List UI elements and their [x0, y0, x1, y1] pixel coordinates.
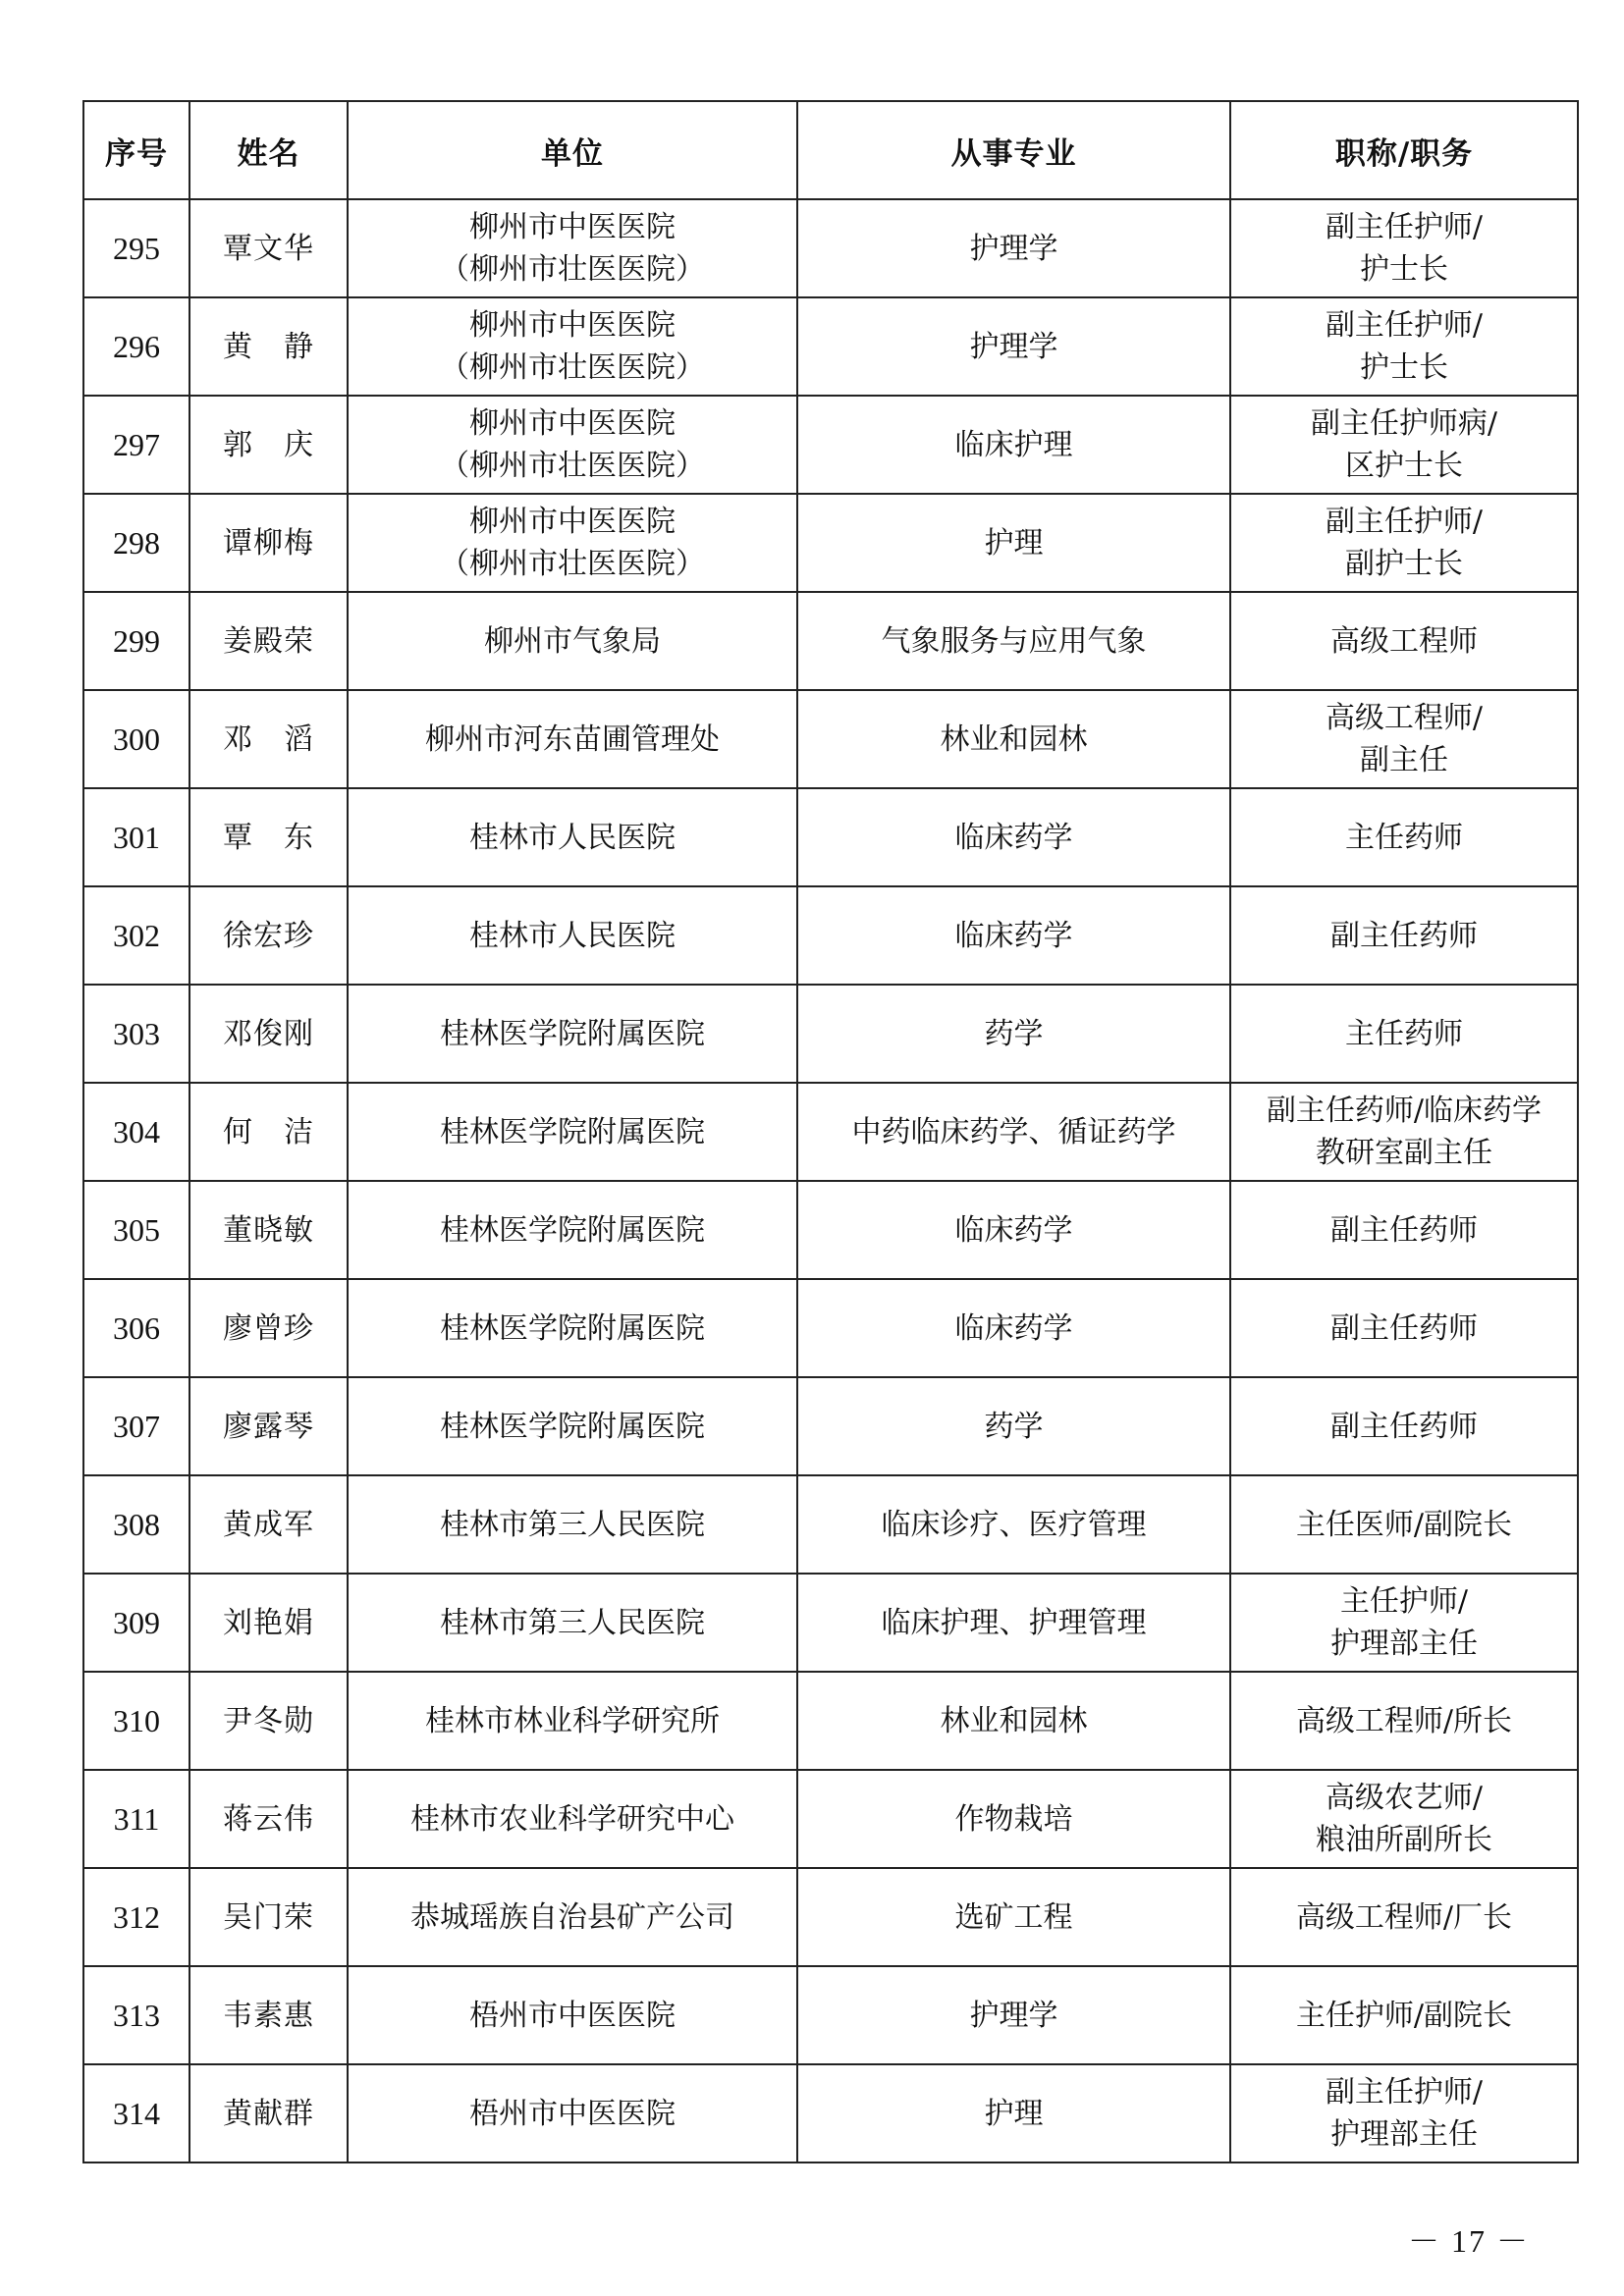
- cell-serial-number: 303: [83, 985, 189, 1083]
- cell-serial-number: 305: [83, 1181, 189, 1279]
- table-row: [83, 1279, 1578, 1377]
- table-row: [83, 1475, 1578, 1574]
- cell-specialty: 中药临床药学、循证药学: [797, 1083, 1230, 1181]
- header-unit: 单位: [348, 101, 797, 199]
- table-row: [83, 1770, 1578, 1868]
- roster-table: [82, 100, 1579, 2163]
- table-row: [83, 1868, 1578, 1966]
- cell-title-position: 高级工程师: [1230, 592, 1578, 690]
- cell-specialty: 护理: [797, 494, 1230, 592]
- cell-name: 徐宏珍: [189, 886, 348, 985]
- page-number: － 17 －: [1407, 2223, 1530, 2259]
- cell-unit: 桂林市人民医院: [348, 788, 797, 886]
- cell-specialty: 药学: [797, 985, 1230, 1083]
- cell-serial-number: 314: [83, 2064, 189, 2163]
- cell-title-position: 主任护师/副院长: [1230, 1966, 1578, 2064]
- table-row: [83, 1966, 1578, 2064]
- cell-name: 廖露琴: [189, 1377, 348, 1475]
- cell-serial-number: 298: [83, 494, 189, 592]
- header-serial-number: 序号: [83, 101, 189, 199]
- table-row: [83, 199, 1578, 297]
- cell-name: 蒋云伟: [189, 1770, 348, 1868]
- cell-specialty: 临床药学: [797, 1181, 1230, 1279]
- header-title-position: 职称/职务: [1230, 101, 1578, 199]
- cell-specialty: 作物栽培: [797, 1770, 1230, 1868]
- cell-title-position: 副主任护师/ 护理部主任: [1230, 2064, 1578, 2163]
- cell-name: 刘艳娟: [189, 1574, 348, 1672]
- table-body: [83, 199, 1578, 2163]
- cell-serial-number: 309: [83, 1574, 189, 1672]
- cell-serial-number: 304: [83, 1083, 189, 1181]
- cell-serial-number: 296: [83, 297, 189, 396]
- cell-serial-number: 295: [83, 199, 189, 297]
- cell-unit: 柳州市中医医院 （柳州市壮医医院）: [348, 199, 797, 297]
- cell-specialty: 临床药学: [797, 788, 1230, 886]
- cell-specialty: 护理学: [797, 297, 1230, 396]
- table-row: [83, 494, 1578, 592]
- cell-unit: 桂林医学院附属医院: [348, 1083, 797, 1181]
- cell-name: 黄献群: [189, 2064, 348, 2163]
- table-row: [83, 1672, 1578, 1770]
- cell-specialty: 临床药学: [797, 886, 1230, 985]
- cell-title-position: 副主任护师/ 护士长: [1230, 199, 1578, 297]
- cell-title-position: 副主任护师病/ 区护士长: [1230, 396, 1578, 494]
- cell-unit: 柳州市气象局: [348, 592, 797, 690]
- cell-name: 黄 静: [189, 297, 348, 396]
- table-row: [83, 690, 1578, 788]
- table-row: [83, 985, 1578, 1083]
- header-specialty: 从事专业: [797, 101, 1230, 199]
- table-row: [83, 1377, 1578, 1475]
- cell-unit: 桂林市林业科学研究所: [348, 1672, 797, 1770]
- cell-unit: 桂林医学院附属医院: [348, 1181, 797, 1279]
- cell-name: 覃 东: [189, 788, 348, 886]
- cell-specialty: 林业和园林: [797, 690, 1230, 788]
- table-row: [83, 592, 1578, 690]
- cell-name: 邓俊刚: [189, 985, 348, 1083]
- cell-specialty: 药学: [797, 1377, 1230, 1475]
- cell-name: 覃文华: [189, 199, 348, 297]
- cell-specialty: 林业和园林: [797, 1672, 1230, 1770]
- cell-title-position: 高级工程师/所长: [1230, 1672, 1578, 1770]
- cell-specialty: 临床护理、护理管理: [797, 1574, 1230, 1672]
- cell-title-position: 主任医师/副院长: [1230, 1475, 1578, 1574]
- cell-unit: 桂林市第三人民医院: [348, 1574, 797, 1672]
- cell-name: 董晓敏: [189, 1181, 348, 1279]
- cell-specialty: 护理: [797, 2064, 1230, 2163]
- cell-unit: 梧州市中医医院: [348, 1966, 797, 2064]
- cell-title-position: 高级工程师/厂长: [1230, 1868, 1578, 1966]
- cell-specialty: 临床药学: [797, 1279, 1230, 1377]
- roster-table-container: [82, 100, 1577, 2163]
- cell-unit: 柳州市河东苗圃管理处: [348, 690, 797, 788]
- cell-unit: 柳州市中医医院 （柳州市壮医医院）: [348, 297, 797, 396]
- cell-title-position: 副主任药师: [1230, 886, 1578, 985]
- cell-title-position: 高级农艺师/ 粮油所副所长: [1230, 1770, 1578, 1868]
- table-row: [83, 1181, 1578, 1279]
- cell-unit: 桂林市农业科学研究中心: [348, 1770, 797, 1868]
- cell-name: 吴门荣: [189, 1868, 348, 1966]
- cell-name: 韦素惠: [189, 1966, 348, 2064]
- cell-serial-number: 306: [83, 1279, 189, 1377]
- cell-title-position: 主任护师/ 护理部主任: [1230, 1574, 1578, 1672]
- cell-name: 郭 庆: [189, 396, 348, 494]
- cell-serial-number: 310: [83, 1672, 189, 1770]
- cell-title-position: 副主任药师/临床药学 教研室副主任: [1230, 1083, 1578, 1181]
- cell-serial-number: 311: [83, 1770, 189, 1868]
- header-row: [83, 101, 1578, 199]
- cell-unit: 桂林医学院附属医院: [348, 1279, 797, 1377]
- table-row: [83, 886, 1578, 985]
- cell-specialty: 护理学: [797, 199, 1230, 297]
- cell-title-position: 主任药师: [1230, 788, 1578, 886]
- table-row: [83, 396, 1578, 494]
- cell-unit: 柳州市中医医院 （柳州市壮医医院）: [348, 494, 797, 592]
- cell-title-position: 副主任护师/ 护士长: [1230, 297, 1578, 396]
- cell-serial-number: 302: [83, 886, 189, 985]
- cell-specialty: 临床诊疗、医疗管理: [797, 1475, 1230, 1574]
- cell-name: 廖曾珍: [189, 1279, 348, 1377]
- cell-specialty: 护理学: [797, 1966, 1230, 2064]
- cell-unit: 恭城瑶族自治县矿产公司: [348, 1868, 797, 1966]
- cell-serial-number: 313: [83, 1966, 189, 2064]
- cell-serial-number: 308: [83, 1475, 189, 1574]
- cell-serial-number: 312: [83, 1868, 189, 1966]
- cell-title-position: 高级工程师/ 副主任: [1230, 690, 1578, 788]
- table-header: [83, 101, 1578, 199]
- cell-name: 尹冬勋: [189, 1672, 348, 1770]
- cell-title-position: 主任药师: [1230, 985, 1578, 1083]
- cell-serial-number: 299: [83, 592, 189, 690]
- cell-name: 谭柳梅: [189, 494, 348, 592]
- cell-unit: 桂林医学院附属医院: [348, 985, 797, 1083]
- table-row: [83, 788, 1578, 886]
- cell-specialty: 气象服务与应用气象: [797, 592, 1230, 690]
- cell-unit: 桂林市人民医院: [348, 886, 797, 985]
- table-row: [83, 1083, 1578, 1181]
- cell-specialty: 选矿工程: [797, 1868, 1230, 1966]
- table-row: [83, 2064, 1578, 2163]
- cell-unit: 梧州市中医医院: [348, 2064, 797, 2163]
- cell-name: 邓 滔: [189, 690, 348, 788]
- cell-unit: 柳州市中医医院 （柳州市壮医医院）: [348, 396, 797, 494]
- table-row: [83, 297, 1578, 396]
- table-row: [83, 1574, 1578, 1672]
- header-name: 姓名: [189, 101, 348, 199]
- cell-unit: 桂林医学院附属医院: [348, 1377, 797, 1475]
- cell-title-position: 副主任药师: [1230, 1279, 1578, 1377]
- cell-name: 黄成军: [189, 1475, 348, 1574]
- cell-name: 何 洁: [189, 1083, 348, 1181]
- cell-serial-number: 301: [83, 788, 189, 886]
- cell-serial-number: 297: [83, 396, 189, 494]
- cell-name: 姜殿荣: [189, 592, 348, 690]
- cell-title-position: 副主任护师/ 副护士长: [1230, 494, 1578, 592]
- cell-unit: 桂林市第三人民医院: [348, 1475, 797, 1574]
- cell-specialty: 临床护理: [797, 396, 1230, 494]
- cell-serial-number: 300: [83, 690, 189, 788]
- cell-title-position: 副主任药师: [1230, 1181, 1578, 1279]
- cell-title-position: 副主任药师: [1230, 1377, 1578, 1475]
- cell-serial-number: 307: [83, 1377, 189, 1475]
